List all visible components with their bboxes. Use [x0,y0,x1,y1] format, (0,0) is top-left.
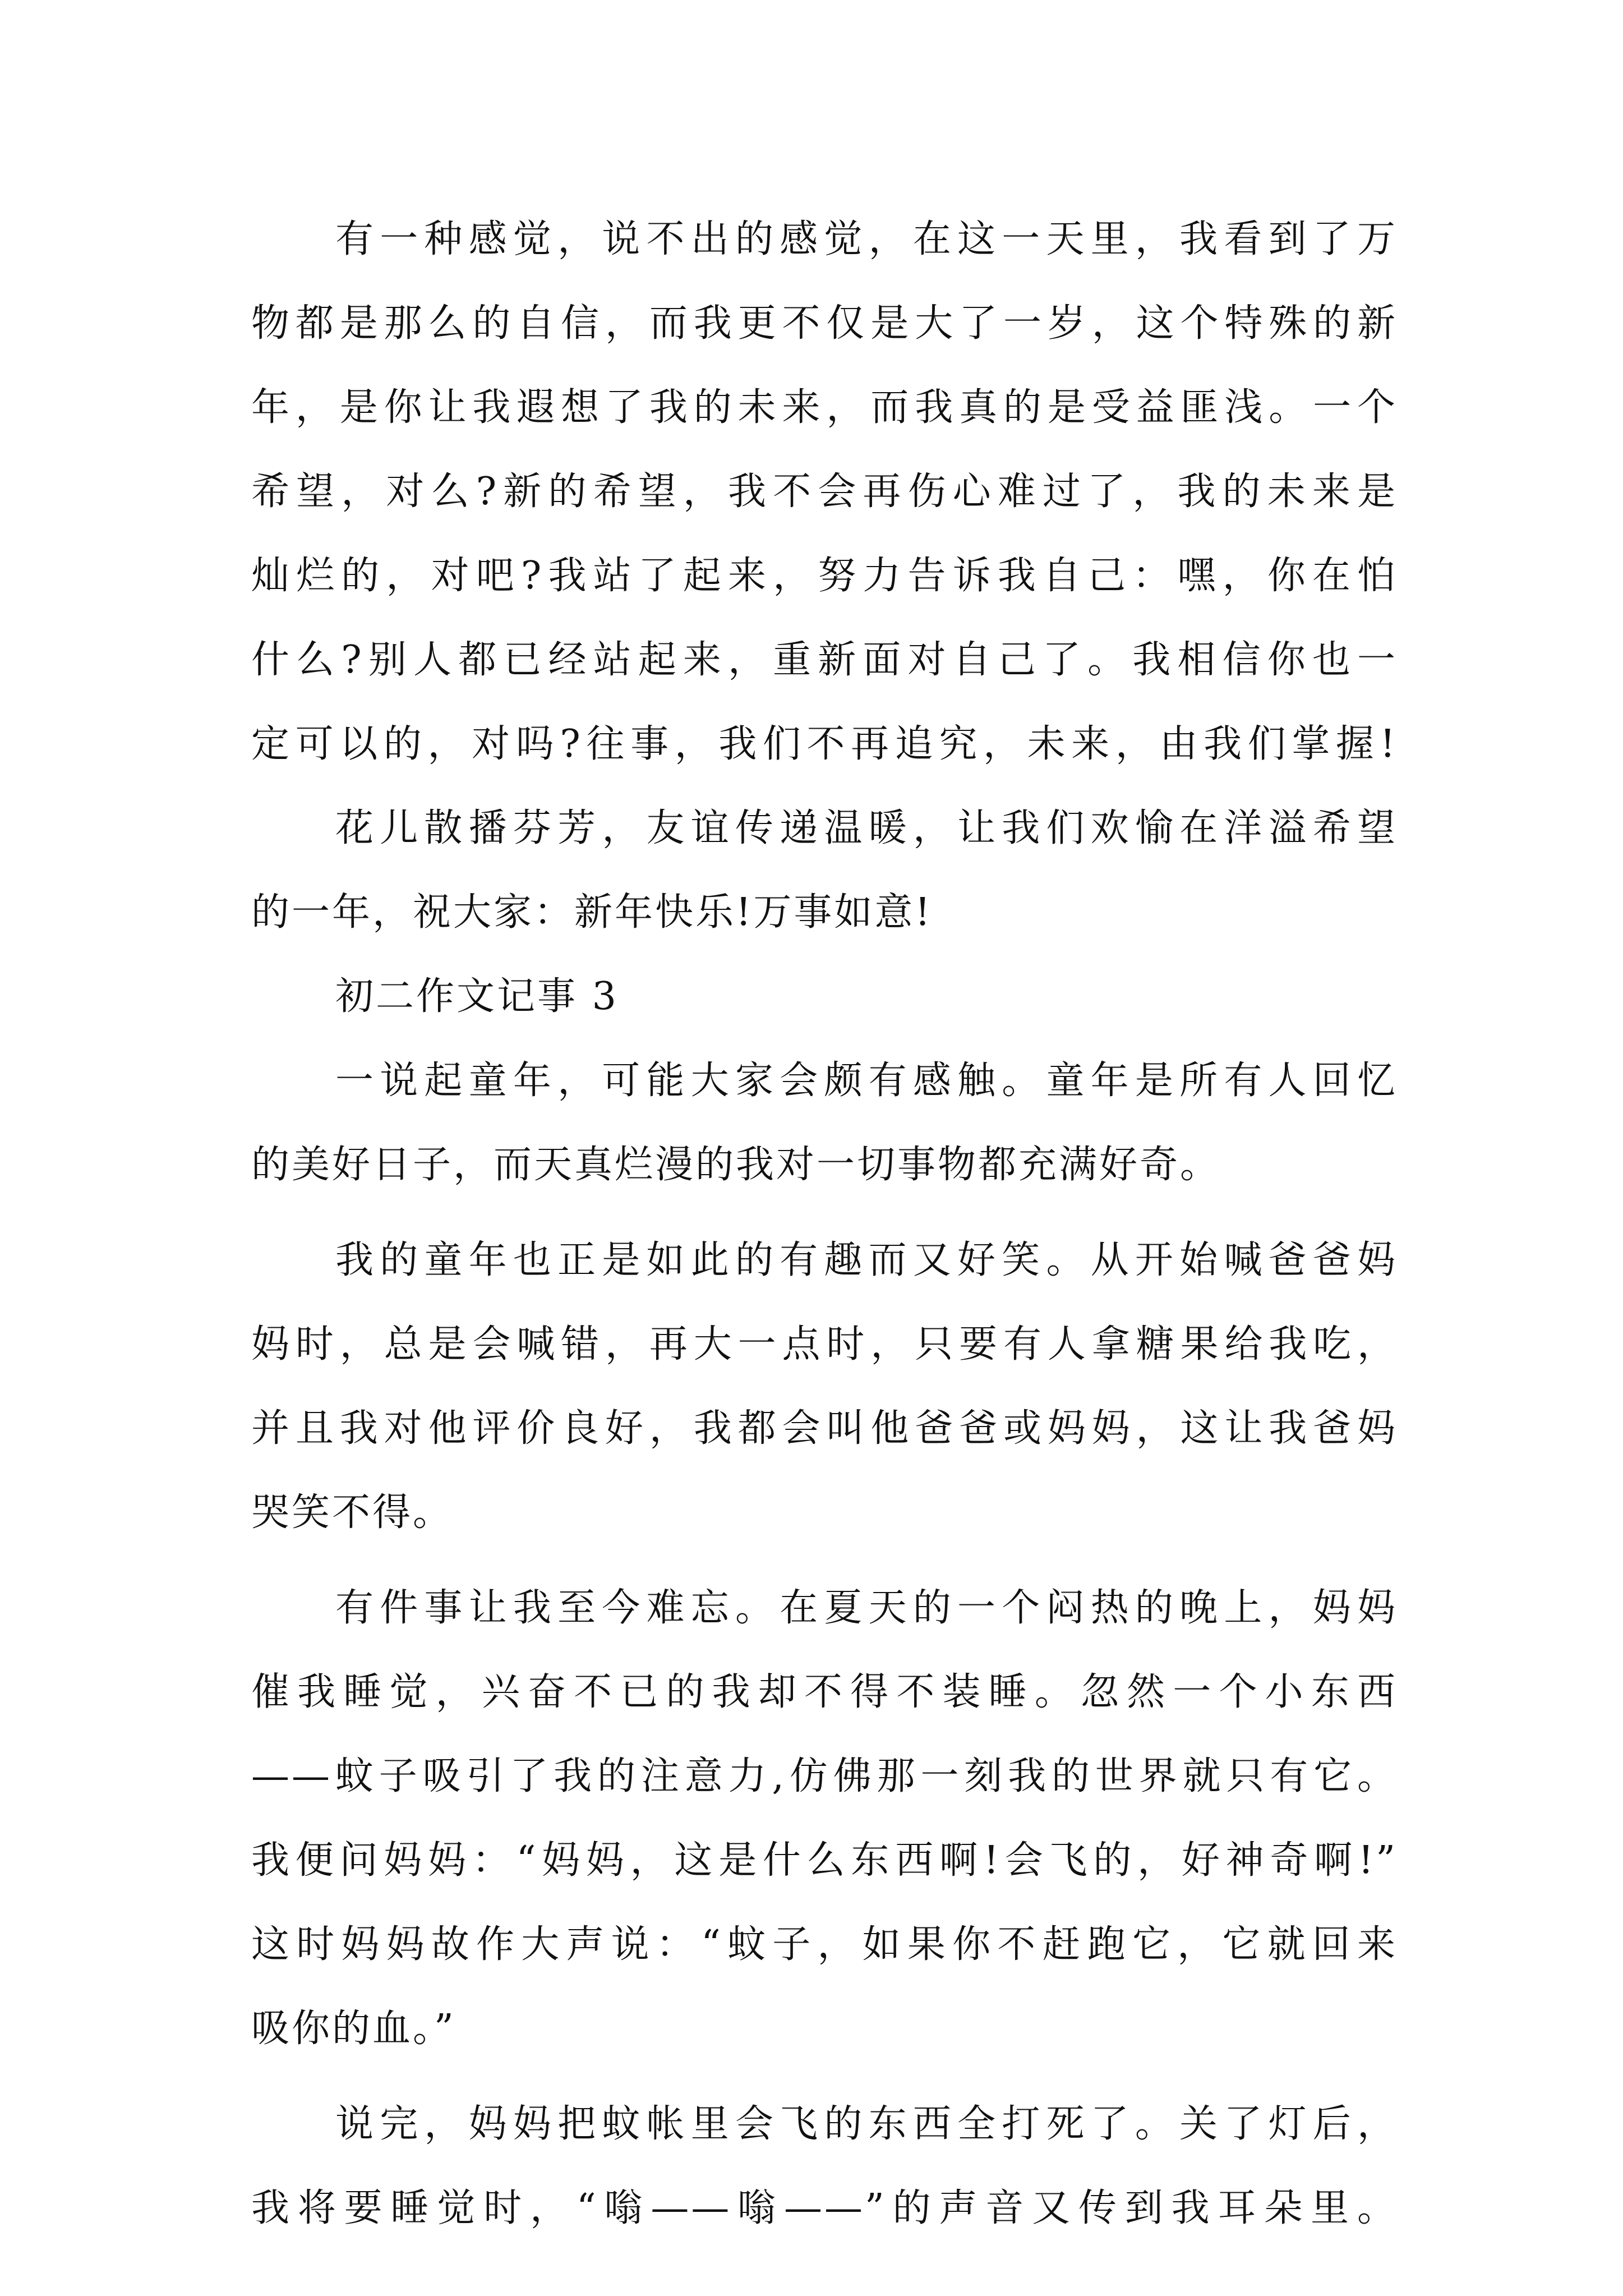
text-line: 定可以的，对吗?往事，我们不再追究，未来，由我们掌握! [251,722,1398,766]
text-line: ——蚊子吸引了我的注意力,仿佛那一刻我的世界就只有它。 [251,1754,1398,1798]
paragraph-1 [251,197,1398,786]
text-line: 并且我对他评价良好，我都会叫他爸爸或妈妈，这让我爸妈 [251,1406,1398,1451]
text-line: 灿烂的，对吧?我站了起来，努力告诉我自己：嘿，你在怕 [251,554,1398,598]
heading-text: 初二作文记事 3 [335,974,619,1019]
text-line: 哭笑不得。 [251,1490,454,1535]
paragraph-3 [251,1039,1398,1207]
text-line: 吸你的血。” [251,2007,456,2051]
text-line: 物都是那么的自信，而我更不仅是大了一岁，这个特殊的新 [251,301,1398,346]
document-body [251,197,1398,2251]
text-line: 妈时，总是会喊错，再大一点时，只要有人拿糖果给我吃， [251,1322,1398,1366]
paragraph-2 [251,786,1398,955]
text-line: 花儿散播芬芳，友谊传递温暖，让我们欢愉在洋溢希望 [335,806,1398,850]
text-line: 我将要睡觉时，“嗡——嗡——”的声音又传到我耳朵里。 [251,2186,1398,2230]
text-line: 什么?别人都已经站起来，重新面对自己了。我相信你也一 [251,638,1398,682]
paragraph-6 [251,2082,1398,2251]
paragraph-5 [251,1566,1398,2071]
text-line: 我便问妈妈：“妈妈，这是什么东西啊!会飞的，好神奇啊!” [251,1838,1398,1883]
text-line: 一说起童年，可能大家会颇有感触。童年是所有人回忆 [335,1059,1398,1103]
text-line: 的一年，祝大家：新年快乐!万事如意! [251,890,933,935]
text-line: 希望，对么?新的希望，我不会再伤心难过了，我的未来是 [251,470,1398,514]
text-line: 的美好日子，而天真烂漫的我对一切事物都充满好奇。 [251,1143,1221,1187]
text-line: 有一种感觉，说不出的感觉，在这一天里，我看到了万 [335,217,1398,261]
section-heading [251,955,1398,1039]
text-line: 催我睡觉，兴奋不已的我却不得不装睡。忽然一个小东西 [251,1670,1398,1714]
text-line: 年，是你让我遐想了我的未来，而我真的是受益匪浅。一个 [251,385,1398,430]
text-line: 说完，妈妈把蚊帐里会飞的东西全打死了。关了灯后， [335,2102,1398,2146]
text-line: 这时妈妈故作大声说：“蚊子，如果你不赶跑它，它就回来 [251,1922,1398,1967]
text-line: 我的童年也正是如此的有趣而又好笑。从开始喊爸爸妈 [335,1238,1398,1282]
paragraph-4 [251,1218,1398,1555]
text-line: 有件事让我至今难忘。在夏天的一个闷热的晚上，妈妈 [335,1586,1398,1630]
